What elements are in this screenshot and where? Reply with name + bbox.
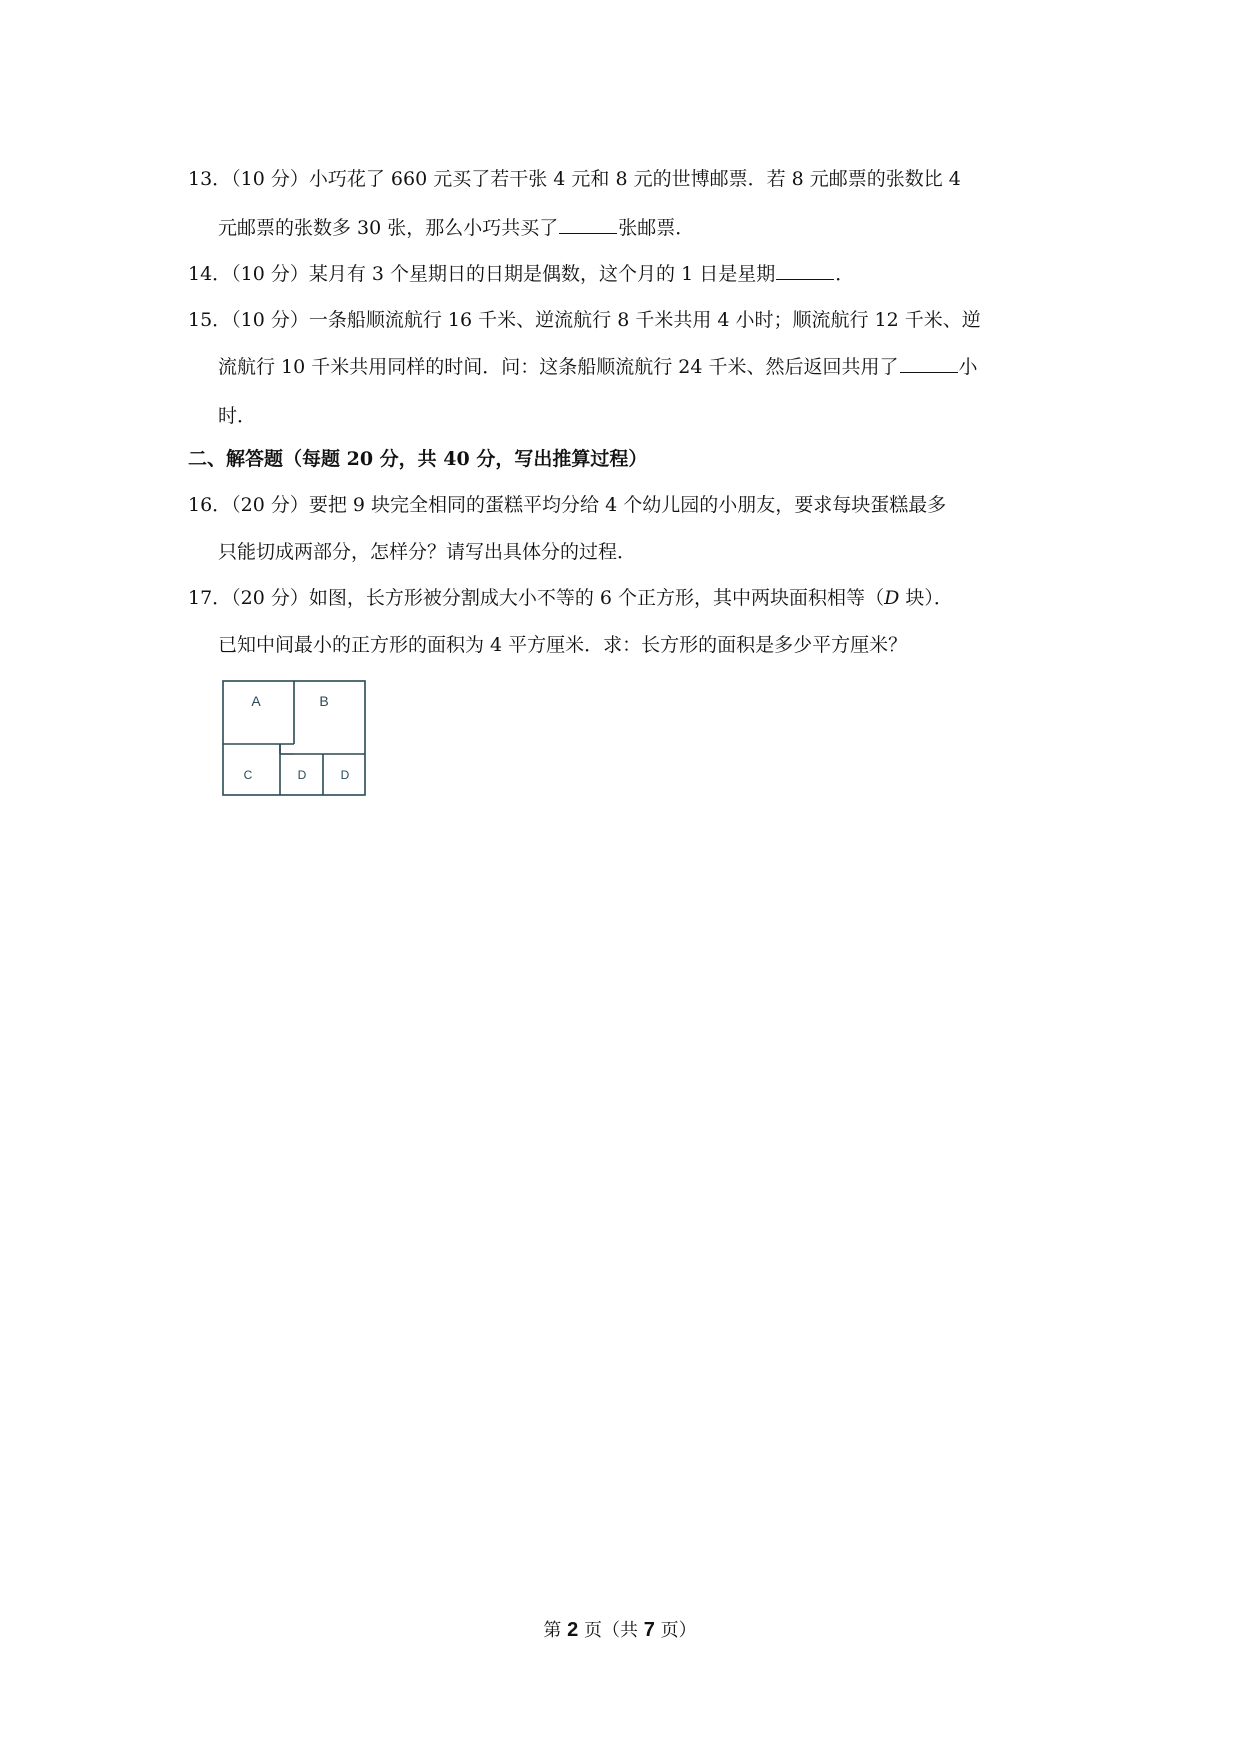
- q13-line2-text-b: 张邮票．: [618, 217, 695, 239]
- q15-answer-blank[interactable]: [900, 354, 958, 373]
- squares-diagram: [222, 680, 367, 798]
- q13-line1: 13．（10 分）小巧花了 660 元买了若干张 4 元和 8 元的世博邮票．若 8 元邮票的张数比 4: [188, 168, 961, 190]
- footer-suffix: 页）: [654, 1620, 697, 1641]
- label-b: B: [319, 693, 329, 709]
- q16-line1: 16．（20 分）要把 9 块完全相同的蛋糕平均分给 4 个幼儿园的小朋友，要求每块蛋糕最多: [188, 494, 947, 516]
- q14-text-a: 14．（10 分）某月有 3 个星期日的日期是偶数，这个月的 1 日是星期: [188, 263, 776, 285]
- q14-text-b: ．: [835, 263, 855, 285]
- footer-total-pages: 7: [643, 1619, 655, 1641]
- q15-line2: [218, 354, 978, 380]
- rectangle-squares-figure: [222, 680, 367, 803]
- q15-line1: 15．（10 分）一条船顺流航行 16 千米、逆流航行 8 千米共用 4 小时；顺流航行 12 千米、逆: [188, 309, 981, 331]
- q13-line2-text-a: 元邮票的张数多 30 张，那么小巧共买了: [218, 217, 559, 239]
- footer-prefix: 第: [543, 1620, 568, 1641]
- q17-line1-d: D: [884, 587, 900, 609]
- q15-line2-text-a: 流航行 10 千米共用同样的时间．问：这条船顺流航行 24 千米、然后返回共用了: [218, 356, 899, 378]
- q17-line2: 已知中间最小的正方形的面积为 4 平方厘米．求：长方形的面积是多少平方厘米？: [218, 634, 908, 656]
- q14-line1: [188, 261, 854, 287]
- label-d2: D: [340, 768, 350, 782]
- footer-middle: 页（共: [578, 1620, 644, 1641]
- q15-line3: 时．: [218, 405, 257, 427]
- q17-line1: [188, 585, 953, 611]
- label-a: A: [251, 693, 261, 709]
- label-c: C: [243, 768, 253, 782]
- q16-line2: 只能切成两部分，怎样分？请写出具体分的过程．: [218, 541, 637, 563]
- q14-answer-blank[interactable]: [776, 261, 834, 280]
- page-footer: [0, 1616, 1240, 1642]
- q13-answer-blank[interactable]: [559, 215, 617, 234]
- q13-line2: [218, 215, 694, 241]
- q15-line2-text-b: 小: [958, 356, 978, 378]
- section-2-heading: 二、解答题（每题 20 分，共 40 分，写出推算过程）: [188, 448, 648, 470]
- footer-page-number: 2: [567, 1619, 579, 1641]
- label-d1: D: [297, 768, 307, 782]
- q17-line1-text-b: 块）．: [899, 587, 953, 609]
- q17-line1-text-a: 17．（20 分）如图，长方形被分割成大小不等的 6 个正方形，其中两块面积相等（: [188, 587, 885, 609]
